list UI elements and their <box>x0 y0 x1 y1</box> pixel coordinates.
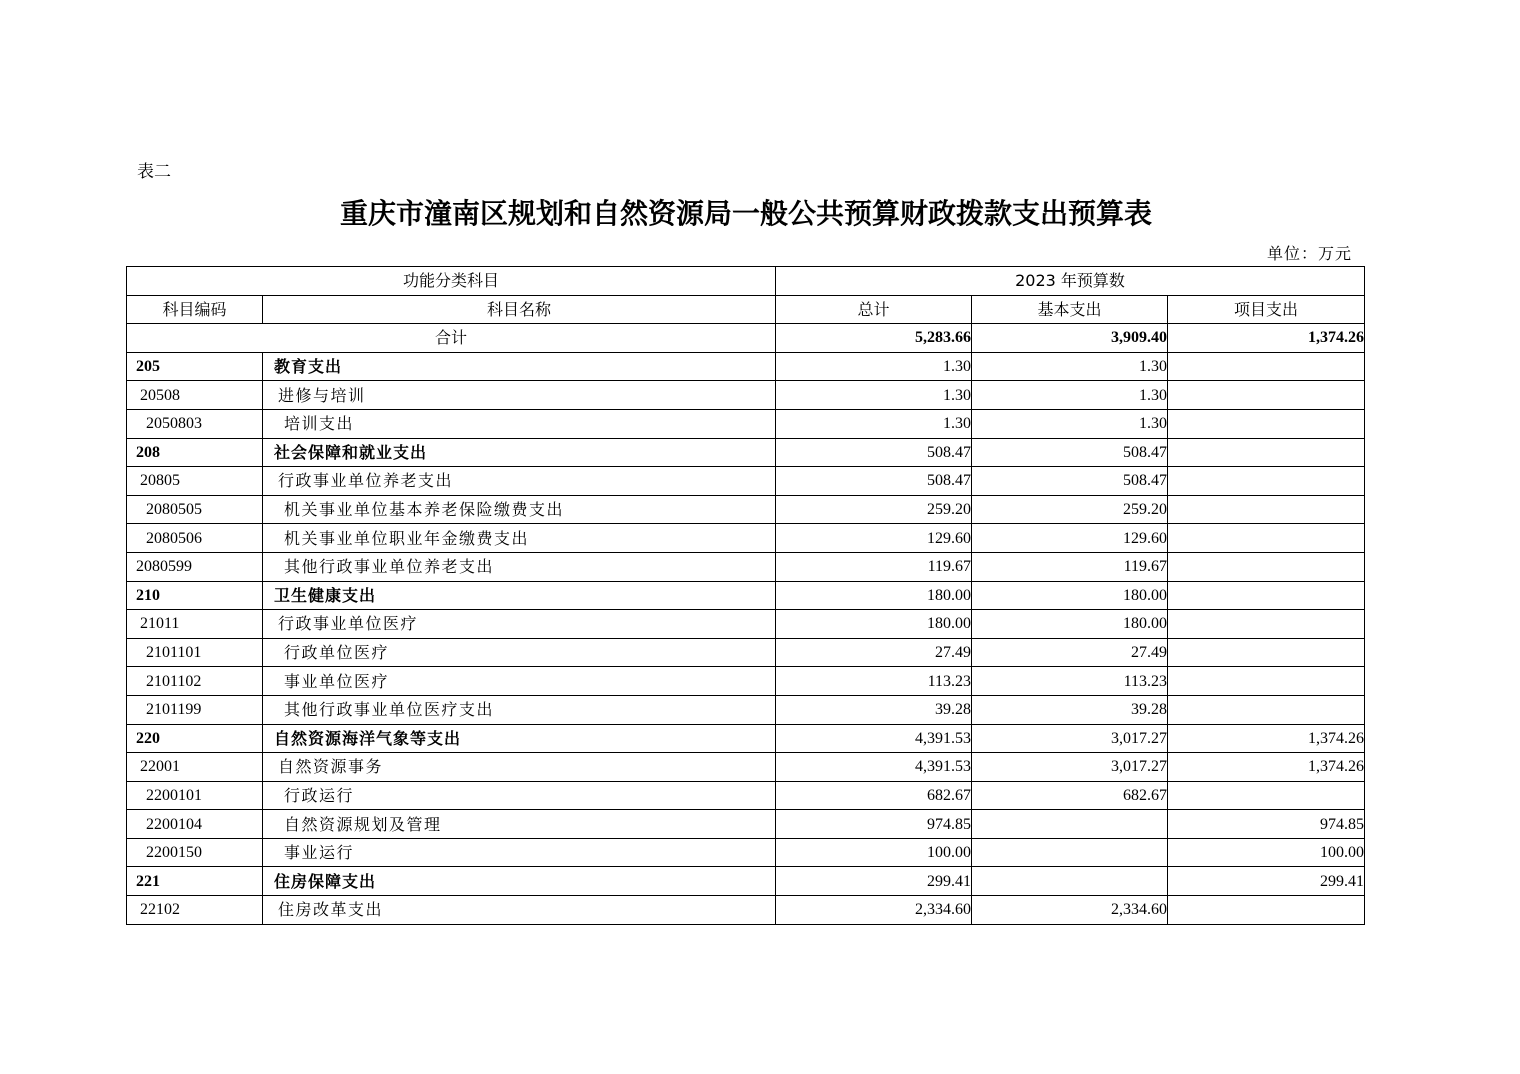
row-basic: 682.67 <box>972 781 1168 810</box>
row-code: 2200104 <box>127 810 263 839</box>
row-name: 培训支出 <box>263 409 776 438</box>
row-project <box>1168 610 1365 639</box>
row-name: 教育支出 <box>263 352 776 381</box>
row-total: 1.30 <box>776 381 972 410</box>
row-name: 住房保障支出 <box>263 867 776 896</box>
row-code: 210 <box>127 581 263 610</box>
row-project <box>1168 381 1365 410</box>
row-basic: 508.47 <box>972 438 1168 467</box>
row-total: 4,391.53 <box>776 753 972 782</box>
row-basic: 129.60 <box>972 524 1168 553</box>
table-row <box>127 781 1365 810</box>
table-row <box>127 524 1365 553</box>
row-name: 社会保障和就业支出 <box>263 438 776 467</box>
row-name: 自然资源规划及管理 <box>263 810 776 839</box>
row-basic <box>972 810 1168 839</box>
row-code: 20508 <box>127 381 263 410</box>
row-project <box>1168 581 1365 610</box>
row-total: 974.85 <box>776 810 972 839</box>
row-total: 508.47 <box>776 467 972 496</box>
row-project: 299.41 <box>1168 867 1365 896</box>
table-row <box>127 581 1365 610</box>
row-basic: 508.47 <box>972 467 1168 496</box>
table-row <box>127 552 1365 581</box>
row-basic: 119.67 <box>972 552 1168 581</box>
row-total: 4,391.53 <box>776 724 972 753</box>
summary-project: 1,374.26 <box>1168 324 1365 353</box>
table-row <box>127 753 1365 782</box>
row-code: 2050803 <box>127 409 263 438</box>
row-total: 39.28 <box>776 695 972 724</box>
row-code: 220 <box>127 724 263 753</box>
row-project: 974.85 <box>1168 810 1365 839</box>
table-label: 表二 <box>137 162 171 181</box>
row-project <box>1168 695 1365 724</box>
unit-label: 单位：万元 <box>1266 246 1352 263</box>
row-code: 2080506 <box>127 524 263 553</box>
row-name: 事业运行 <box>263 838 776 867</box>
row-code: 20805 <box>127 467 263 496</box>
row-name: 行政运行 <box>263 781 776 810</box>
table-row <box>127 667 1365 696</box>
row-project <box>1168 781 1365 810</box>
row-code: 2200101 <box>127 781 263 810</box>
row-project <box>1168 467 1365 496</box>
row-basic: 113.23 <box>972 667 1168 696</box>
table-row <box>127 896 1365 925</box>
summary-row <box>127 324 1365 353</box>
row-name: 自然资源海洋气象等支出 <box>263 724 776 753</box>
header-code: 科目编码 <box>127 295 263 324</box>
row-project <box>1168 552 1365 581</box>
row-code: 22001 <box>127 753 263 782</box>
table-row <box>127 352 1365 381</box>
table-row <box>127 409 1365 438</box>
row-name: 机关事业单位基本养老保险缴费支出 <box>263 495 776 524</box>
row-total: 259.20 <box>776 495 972 524</box>
row-basic: 3,017.27 <box>972 724 1168 753</box>
row-code: 2101101 <box>127 638 263 667</box>
header-name: 科目名称 <box>263 295 776 324</box>
row-basic <box>972 867 1168 896</box>
row-project: 100.00 <box>1168 838 1365 867</box>
summary-label: 合计 <box>127 324 776 353</box>
table-row <box>127 495 1365 524</box>
table-row <box>127 695 1365 724</box>
row-name: 自然资源事务 <box>263 753 776 782</box>
row-total: 2,334.60 <box>776 896 972 925</box>
row-total: 1.30 <box>776 409 972 438</box>
row-name: 事业单位医疗 <box>263 667 776 696</box>
table-row <box>127 838 1365 867</box>
summary-total: 5,283.66 <box>776 324 972 353</box>
row-name: 行政事业单位医疗 <box>263 610 776 639</box>
row-project <box>1168 667 1365 696</box>
row-total: 100.00 <box>776 838 972 867</box>
header-row-1 <box>127 267 1365 296</box>
row-basic: 1.30 <box>972 381 1168 410</box>
header-basic: 基本支出 <box>972 295 1168 324</box>
row-name: 住房改革支出 <box>263 896 776 925</box>
row-project <box>1168 638 1365 667</box>
row-total: 27.49 <box>776 638 972 667</box>
row-basic <box>972 838 1168 867</box>
header-total: 总计 <box>776 295 972 324</box>
row-basic: 3,017.27 <box>972 753 1168 782</box>
table-row <box>127 610 1365 639</box>
table-row <box>127 724 1365 753</box>
row-name: 行政单位医疗 <box>263 638 776 667</box>
row-project <box>1168 495 1365 524</box>
row-name: 其他行政事业单位医疗支出 <box>263 695 776 724</box>
row-project <box>1168 438 1365 467</box>
row-name: 进修与培训 <box>263 381 776 410</box>
row-total: 119.67 <box>776 552 972 581</box>
row-code: 2080505 <box>127 495 263 524</box>
header-func-class: 功能分类科目 <box>127 267 776 296</box>
budget-table <box>126 266 1365 925</box>
row-project: 1,374.26 <box>1168 753 1365 782</box>
row-total: 113.23 <box>776 667 972 696</box>
row-total: 299.41 <box>776 867 972 896</box>
row-project <box>1168 896 1365 925</box>
row-basic: 2,334.60 <box>972 896 1168 925</box>
row-code: 22102 <box>127 896 263 925</box>
row-basic: 259.20 <box>972 495 1168 524</box>
row-basic: 180.00 <box>972 610 1168 639</box>
row-basic: 39.28 <box>972 695 1168 724</box>
table-row <box>127 867 1365 896</box>
table-row <box>127 810 1365 839</box>
document-title: 重庆市潼南区规划和自然资源局一般公共预算财政拨款支出预算表 <box>339 199 1152 230</box>
row-total: 180.00 <box>776 581 972 610</box>
row-basic: 180.00 <box>972 581 1168 610</box>
row-name: 卫生健康支出 <box>263 581 776 610</box>
row-code: 2080599 <box>127 552 263 581</box>
row-total: 129.60 <box>776 524 972 553</box>
table-row <box>127 467 1365 496</box>
row-basic: 1.30 <box>972 409 1168 438</box>
row-code: 208 <box>127 438 263 467</box>
row-project <box>1168 352 1365 381</box>
header-budget-year: 2023 年预算数 <box>776 267 1365 296</box>
table-row <box>127 381 1365 410</box>
row-project <box>1168 409 1365 438</box>
table-row <box>127 638 1365 667</box>
row-code: 221 <box>127 867 263 896</box>
row-name: 行政事业单位养老支出 <box>263 467 776 496</box>
row-code: 2200150 <box>127 838 263 867</box>
row-total: 682.67 <box>776 781 972 810</box>
row-code: 2101102 <box>127 667 263 696</box>
row-basic: 27.49 <box>972 638 1168 667</box>
row-code: 205 <box>127 352 263 381</box>
row-name: 其他行政事业单位养老支出 <box>263 552 776 581</box>
row-code: 21011 <box>127 610 263 639</box>
row-total: 508.47 <box>776 438 972 467</box>
row-project: 1,374.26 <box>1168 724 1365 753</box>
row-name: 机关事业单位职业年金缴费支出 <box>263 524 776 553</box>
header-row-2 <box>127 295 1365 324</box>
row-code: 2101199 <box>127 695 263 724</box>
row-project <box>1168 524 1365 553</box>
header-project: 项目支出 <box>1168 295 1365 324</box>
table-row <box>127 438 1365 467</box>
summary-basic: 3,909.40 <box>972 324 1168 353</box>
row-total: 180.00 <box>776 610 972 639</box>
row-basic: 1.30 <box>972 352 1168 381</box>
row-total: 1.30 <box>776 352 972 381</box>
